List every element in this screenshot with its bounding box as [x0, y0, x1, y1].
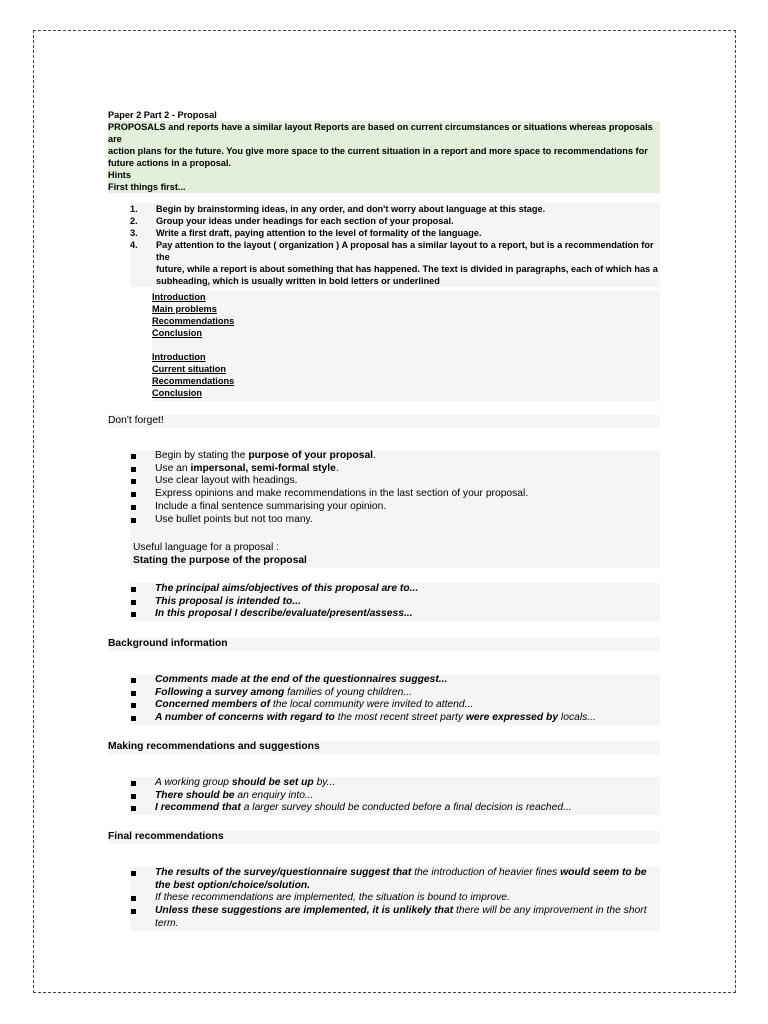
hints-label: Hints	[108, 170, 131, 180]
tips-list	[130, 450, 660, 526]
list-item: Unless these suggestions are implemented, it is unlikely that there will be any improvement in the short term.	[130, 905, 660, 930]
layout-examples	[152, 291, 660, 401]
final-list	[130, 867, 660, 931]
background-block	[130, 674, 660, 725]
stating-block	[130, 583, 660, 621]
document-title: Paper 2 Part 2 - Proposal	[108, 110, 217, 120]
recommend-block	[130, 777, 660, 815]
intro-line: future actions in a proposal.	[108, 158, 232, 168]
list-item: A working group should be set up by...	[130, 777, 660, 790]
list-item: I recommend that a larger survey should be conducted before a final decision is reached...	[130, 802, 660, 815]
section-heading-stating: Stating the purpose of the proposal	[133, 554, 307, 566]
dont-forget-label: Don't forget!	[108, 415, 660, 428]
list-item: Include a final sentence summarising your opinion.	[130, 501, 660, 514]
layout-heading: Conclusion	[152, 388, 203, 398]
final-block	[130, 867, 660, 931]
step-item: 1. Begin by brainstorming ideas, in any order, and don't worry about language at this stage.	[130, 204, 546, 214]
list-item: Concerned members of the local community were invited to attend...	[130, 699, 660, 712]
layout-heading: Recommendations	[152, 316, 235, 326]
list-item: Comments made at the end of the questionnaires suggest...	[130, 674, 660, 687]
list-item: Use an impersonal, semi-formal style.	[130, 463, 660, 476]
useful-language-label: Useful language for a proposal :	[133, 542, 279, 554]
recommend-list	[130, 777, 660, 815]
intro-line: action plans for the future. You give more space to the current situation in a report and more space to recommendations for	[108, 146, 648, 156]
layout-heading: Current situation	[152, 364, 227, 374]
intro-line: PROPOSALS and reports have a similar layout Reports are based on current circumstances or situations whereas proposals are	[108, 122, 653, 144]
list-item: Following a survey among families of young children...	[130, 687, 660, 700]
tips-block	[130, 450, 660, 568]
list-item: The results of the survey/questionnaire suggest that the introduction of heavier fines would seem to be the best option/choice/solution.	[130, 867, 660, 892]
step-item: 4. Pay attention to the layout ( organization ) A proposal has a similar layout to a report, but is a recommendation for the future, while a report is about something that has happened. The text is divided in paragraphs, each of which has a subheading, which is usually written in bold letters or underlined	[130, 240, 658, 286]
first-things-label: First things first...	[108, 182, 186, 192]
list-item: In this proposal I describe/evaluate/present/assess...	[130, 608, 660, 621]
section-heading-final: Final recommendations	[108, 831, 660, 844]
list-item: Use clear layout with headings.	[130, 475, 660, 488]
section-heading-recommendations: Making recommendations and suggestions	[108, 741, 660, 754]
section-heading-background: Background information	[108, 638, 660, 651]
document-header	[108, 109, 660, 193]
list-item: Begin by stating the purpose of your proposal.	[130, 450, 660, 463]
stating-list	[130, 583, 660, 621]
list-item: This proposal is intended to...	[130, 596, 660, 609]
list-item: If these recommendations are implemented, the situation is bound to improve.	[130, 892, 660, 905]
layout-heading: Conclusion	[152, 328, 203, 338]
layout-heading: Main problems	[152, 304, 217, 314]
layout-heading: Introduction	[152, 352, 206, 362]
list-item: Use bullet points but not too many.	[130, 514, 660, 527]
list-item: The principal aims/objectives of this proposal are to...	[130, 583, 660, 596]
list-item: There should be an enquiry into...	[130, 790, 660, 803]
layout-heading: Introduction	[152, 292, 206, 302]
steps-list-block	[130, 203, 660, 287]
layout-heading: Recommendations	[152, 376, 235, 386]
list-item: A number of concerns with regard to the most recent street party were expressed by locals...	[130, 712, 660, 725]
step-item: 3. Write a first draft, paying attention to the level of formality of the language.	[130, 228, 482, 238]
intro-block	[108, 121, 660, 193]
step-item: 2. Group your ideas under headings for each section of your proposal.	[130, 216, 454, 226]
steps-list	[130, 203, 660, 287]
background-list	[130, 674, 660, 725]
list-item: Express opinions and make recommendations in the last section of your proposal.	[130, 488, 660, 501]
